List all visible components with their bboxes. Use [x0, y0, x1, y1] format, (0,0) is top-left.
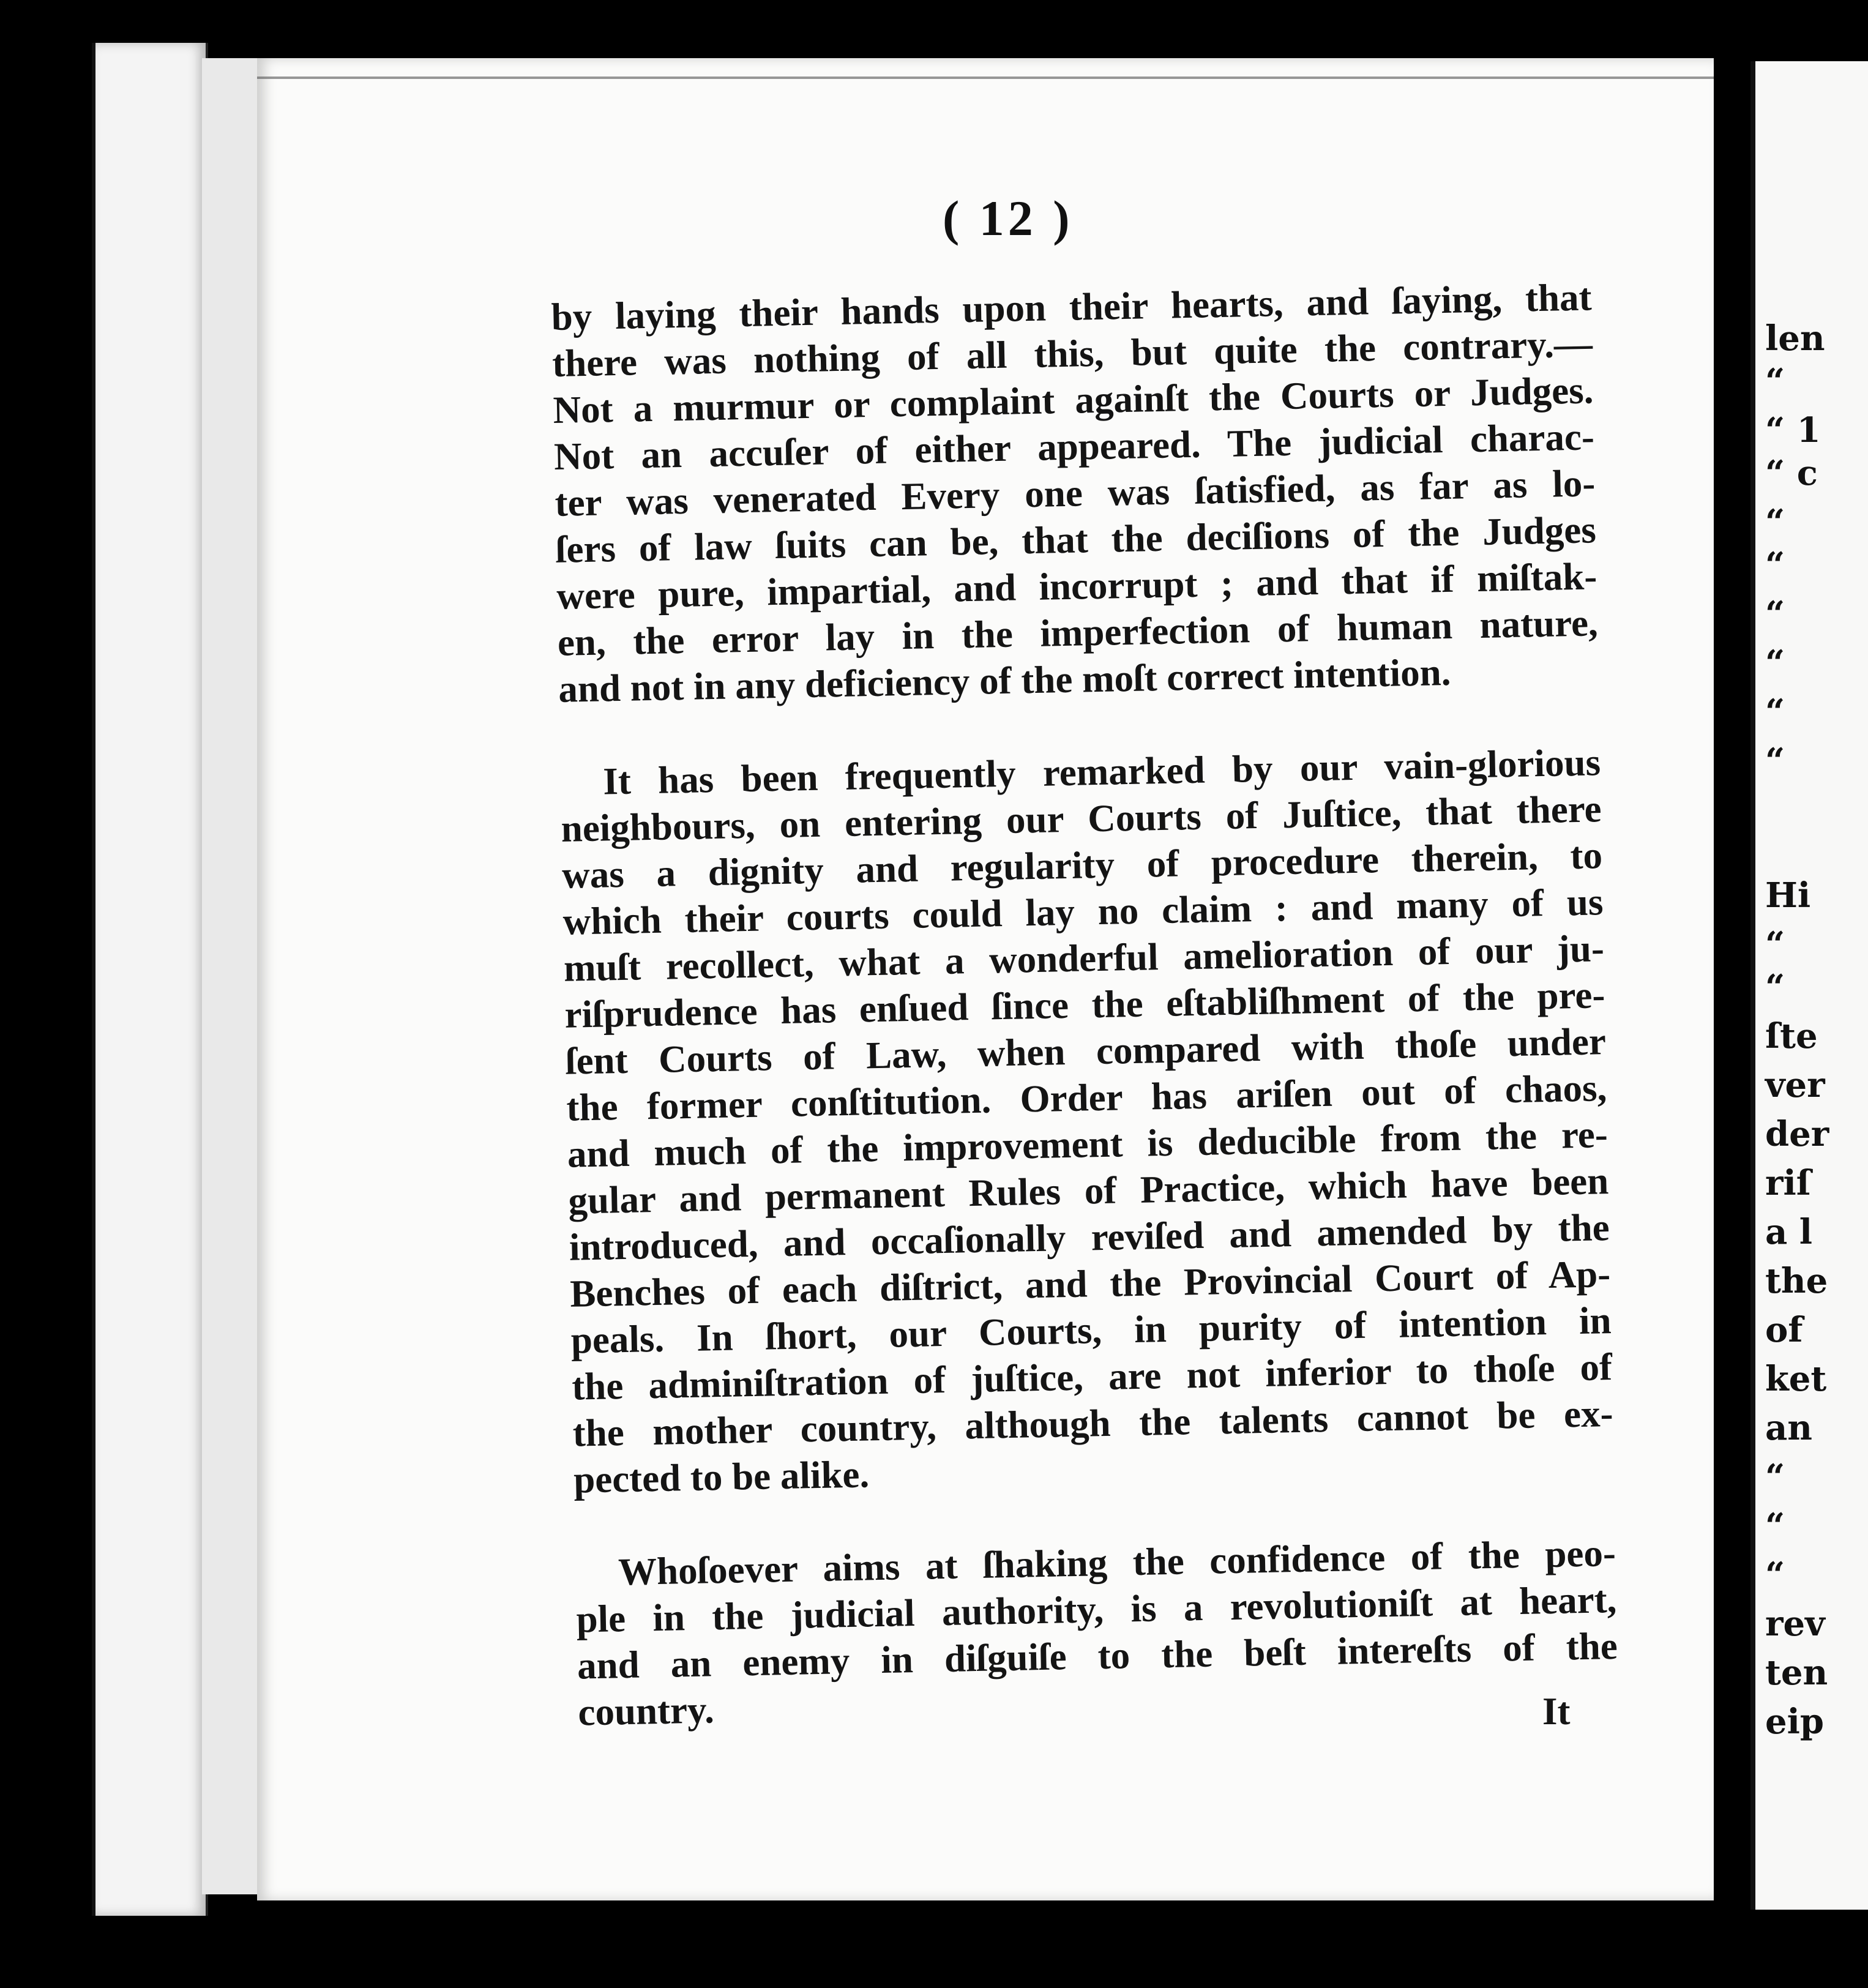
paragraph-2 [560, 739, 1615, 1503]
text-line: were pure, impartial, and incorrupt ; and that if miſtak- [556, 555, 1597, 618]
facing-page-fragment: the [1765, 1261, 1828, 1301]
facing-page-fragment: “ [1765, 361, 1785, 402]
text-line: and not in any deficiency of the moſt correct intention. [558, 650, 1452, 711]
facing-page-fragment: of [1765, 1310, 1803, 1350]
catchword: It [1542, 1690, 1571, 1733]
text-line: and much of the improvement is deducible from the re- [567, 1113, 1608, 1176]
facing-page-fragment: “ [1765, 924, 1785, 965]
text-line: gular and permanent Rules of Practice, which have been [567, 1159, 1609, 1222]
facing-page-fragment: ſte [1765, 1016, 1818, 1056]
facing-page-fragment: der [1765, 1114, 1829, 1154]
text-line: the mother country, although the talents cannot be ex- [572, 1392, 1614, 1455]
text-line: Whoſoever aims at ſhaking the confidence of the peo- [618, 1531, 1616, 1594]
body-text [551, 274, 1619, 1735]
facing-page-fragment: “ [1765, 594, 1785, 634]
text-line: the adminiſtration of juſtice, are not inferior to thoſe of [571, 1345, 1613, 1408]
facing-page-fragment: “ c [1765, 453, 1818, 493]
text-line: riſprudence has enſued ſince the eſtabliſhment of the pre- [564, 973, 1605, 1036]
facing-page-fragment: “ [1765, 741, 1785, 781]
facing-page-fragment: “ [1765, 1555, 1785, 1595]
facing-page-fragment: “ [1765, 692, 1785, 732]
text-line: It has been frequently remarked by our vain-glorious [602, 741, 1601, 803]
text-line: peals. In ſhort, our Courts, in purity of intention in [570, 1299, 1612, 1362]
page-gutter [202, 58, 259, 1894]
text-line: Not a murmur or complaint againſt the Courts or Judges. [552, 368, 1594, 432]
text-line: the former conſtitution. Order has ariſen out of chaos, [566, 1066, 1607, 1129]
facing-page-fragment: an [1765, 1408, 1812, 1448]
facing-page-fragment: riſ [1765, 1163, 1811, 1203]
facing-page-fragment: ten [1765, 1653, 1828, 1693]
facing-page-fragment: eip [1765, 1702, 1825, 1742]
text-line: muſt recollect, what a wonderful amelioration of our ju- [563, 927, 1605, 990]
text-line: introduced, and occaſionally reviſed and amended by the [569, 1206, 1610, 1269]
facing-page-fragment: ket [1765, 1359, 1827, 1399]
facing-page-fragment: ver [1765, 1065, 1825, 1105]
left-page-edges [92, 43, 208, 1916]
text-line: there was nothing of all this, but quite the contrary.— [551, 322, 1593, 385]
text-line: en, the error lay in the imperfection of human nature, [557, 601, 1599, 664]
facing-page [1750, 61, 1868, 1910]
facing-page-fragment: “ [1765, 502, 1785, 542]
page-number: ( 12 ) [943, 190, 1074, 246]
facing-page-fragment: “ [1765, 545, 1785, 585]
facing-page-fragment: “ [1765, 967, 1785, 1007]
page-top-rule [257, 77, 1714, 79]
text-line: which their courts could lay no claim : and many of us [562, 880, 1604, 943]
text-line: pected to be alike. [573, 1452, 870, 1501]
text-line: Benches of each diſtrict, and the Provincial Court of Ap- [569, 1252, 1611, 1315]
text-line: ple in the judicial authority, is a revolutioniſt at heart, [575, 1577, 1617, 1641]
text-line: ſers of law ſuits can be, that the deciſions of the Judges [555, 508, 1597, 571]
facing-page-fragment: Hi [1765, 875, 1811, 916]
facing-page-fragment: “ 1 [1765, 410, 1821, 450]
text-line: ſent Courts of Law, when compared with thoſe under [565, 1020, 1607, 1083]
facing-page-fragment: “ [1765, 1506, 1785, 1546]
text-line: was a dignity and regularity of procedure therein, to [561, 834, 1603, 897]
text-line: by laying their hands upon their hearts, and ſaying, that [551, 275, 1593, 338]
facing-page-fragment: rev [1765, 1604, 1825, 1644]
paragraph-3 [575, 1530, 1619, 1736]
text-line: neighbours, on entering our Courts of Juſtice, that there [561, 787, 1602, 850]
facing-page-fragment: len [1765, 318, 1825, 359]
text-line: Not an accuſer of either appeared. The judicial charac- [553, 415, 1595, 478]
facing-page-fragment: “ [1765, 1457, 1785, 1497]
text-line: and an enemy in diſguiſe to the beſt intereſts of the [577, 1624, 1618, 1687]
facing-page-fragment: a l [1765, 1212, 1813, 1252]
text-line: ter was venerated Every one was ſatisfied, as far as lo- [554, 461, 1596, 525]
text-line: country. [577, 1688, 715, 1734]
facing-page-fragment: “ [1765, 643, 1785, 683]
paragraph-1 [551, 274, 1599, 712]
